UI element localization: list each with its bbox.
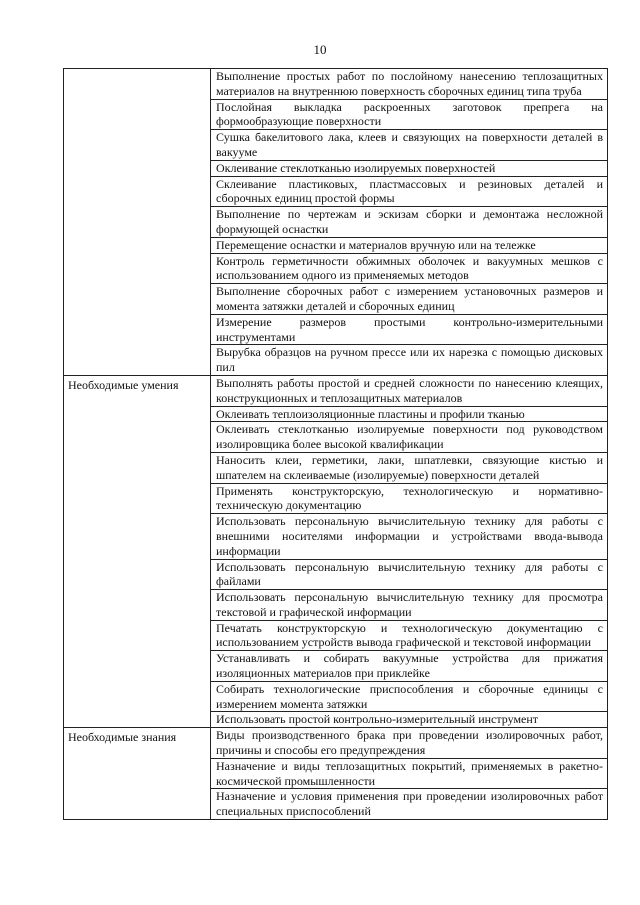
list-item: Использовать персональную вычислительную технику для просмотра текстовой и графической информации (211, 590, 607, 621)
list-item: Сушка бакелитового лака, клеев и связующих на поверхности деталей в вакууме (211, 130, 607, 161)
section-label: Необходимые знания (64, 728, 211, 820)
list-item: Вырубка образцов на ручном прессе или их нарезка с помощью дисковых пил (216, 345, 603, 375)
list-item: Виды производственного брака при проведении изолировочных работ, причины и способы его предупреждения (211, 728, 607, 759)
section-row (64, 69, 608, 376)
section-items (211, 375, 608, 727)
list-item: Измерение размеров простыми контрольно-измерительными инструментами (211, 315, 607, 346)
list-item: Назначение и условия применения при проведении изолировочных работ специальных приспособлений (216, 789, 603, 819)
section-label (64, 69, 211, 376)
page-number: 10 (313, 42, 327, 57)
list-item: Контроль герметичности обжимных оболочек и вакуумных мешков с использованием одного из применяемых методов (211, 254, 607, 285)
list-item: Собирать технологические приспособления и сборочные единицы с измерением момента затяжки (211, 682, 607, 713)
list-item: Назначение и виды теплозащитных покрытий, применяемых в ракетно-космической промышленности (211, 759, 607, 790)
list-item: Выполнение простых работ по послойному нанесению теплозащитных материалов на внутреннюю поверхность сборочных единиц типа труба (211, 69, 607, 100)
list-item: Наносить клеи, герметики, лаки, шпатлевки, связующие кистью и шпателем на склеиваемые (изолируемые) поверхности деталей (211, 453, 607, 484)
section-items (211, 728, 608, 820)
section-label: Необходимые умения (64, 375, 211, 727)
list-item: Послойная выкладка раскроенных заготовок препрега на формообразующие поверхности (211, 100, 607, 131)
list-item: Выполнять работы простой и средней сложности по нанесению клеящих, конструкционных и теплозащитных материалов (211, 376, 607, 407)
section-row (64, 375, 608, 727)
list-item: Печатать конструкторскую и технологическую документацию с использованием устройств вывода графической и текстовой информации (211, 621, 607, 652)
requirements-table (63, 68, 608, 820)
list-item: Выполнение сборочных работ с измерением установочных размеров и момента затяжки деталей и сборочных единиц (211, 284, 607, 315)
list-item: Использовать персональную вычислительную технику для работы с файлами (211, 560, 607, 591)
list-item: Применять конструкторскую, технологическую и нормативно-техническую документацию (211, 484, 607, 515)
list-item: Использовать персональную вычислительную технику для работы с внешними носителями информации и устройствами ввода-вывода информации (211, 514, 607, 559)
section-row (64, 728, 608, 820)
list-item: Выполнение по чертежам и эскизам сборки и демонтажа несложной формующей оснастки (211, 207, 607, 238)
list-item: Перемещение оснастки и материалов вручную или на тележке (211, 238, 607, 254)
list-item: Склеивание пластиковых, пластмассовых и резиновых деталей и сборочных единиц простой формы (211, 177, 607, 208)
list-item: Использовать простой контрольно-измерительный инструмент (216, 712, 539, 727)
section-items (211, 69, 608, 376)
list-item: Оклеивание стеклотканью изолируемых поверхностей (211, 161, 607, 177)
list-item: Оклеивать стеклотканью изолируемые поверхности под руководством изолировщика более высокой квалификации (211, 422, 607, 453)
list-item: Оклеивать теплоизоляционные пластины и профили тканью (211, 407, 607, 423)
list-item: Устанавливать и собирать вакуумные устройства для прижатия изоляционных материалов при приклейке (211, 651, 607, 682)
